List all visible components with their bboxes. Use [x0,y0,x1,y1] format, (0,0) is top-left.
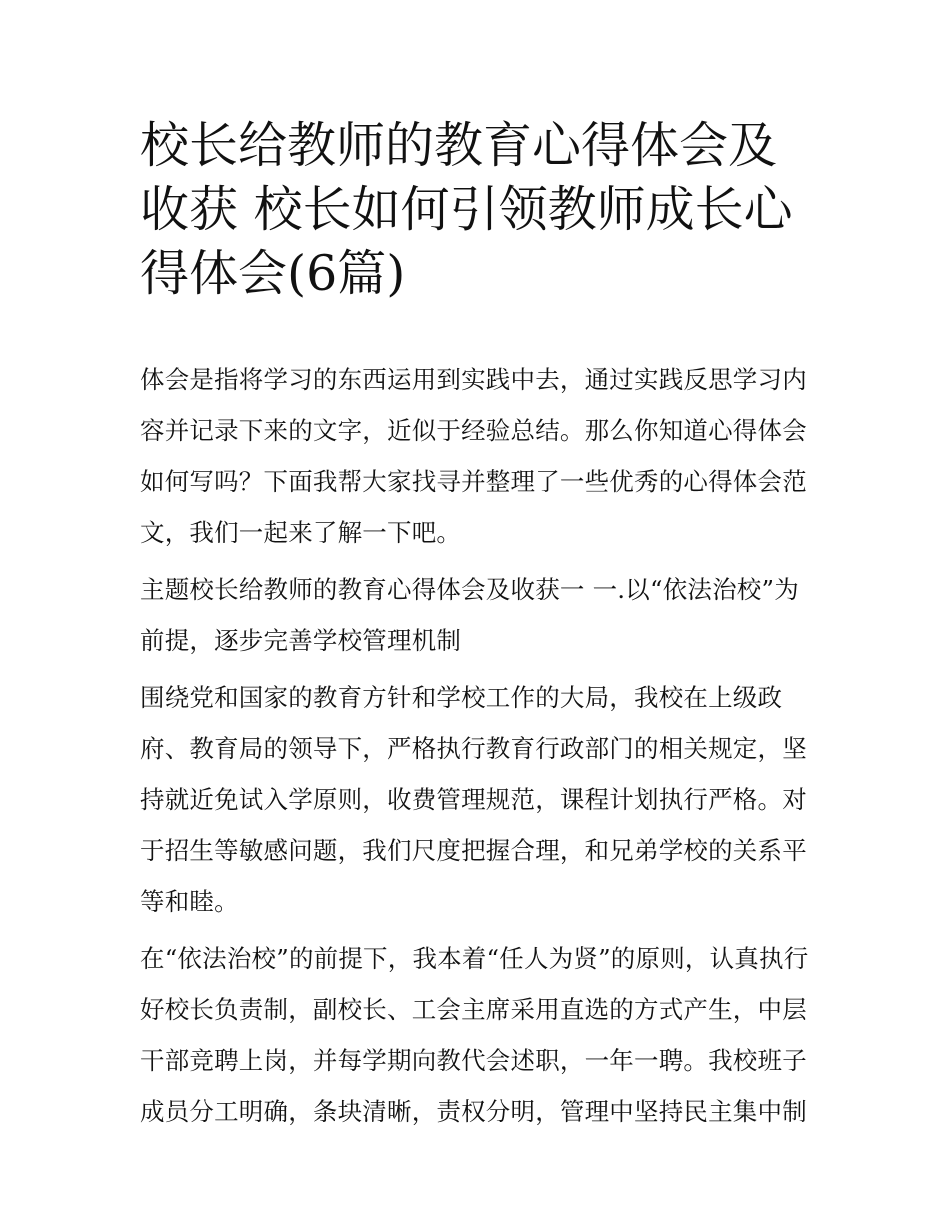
paragraph-section-heading: 主题校长给教师的教育心得体会及收获一 一.以“依法治校”为前提，逐步完善学校管理机制 [140,575,799,655]
document-title: 校长给教师的教育心得体会及收获 校长如何引领教师成长心得体会(6篇) [140,117,793,302]
document-body [140,354,816,1143]
paragraph-intro: 体会是指将学习的东西运用到实践中去，通过实践反思学习内容并记录下来的文字，近似于经验总结。那么你知道心得体会如何写吗？下面我帮大家找寻并整理了一些优秀的心得体会范文，我们一起来了解一下吧。 [140,365,807,547]
paragraph-management: 在“依法治校”的前提下，我本着“任人为贤”的原则，认真执行好校长负责制，副校长、工会主席采用直选的方式产生，中层干部竞聘上岗，并每学期向教代会述职，一年一聘。我校班子成员分工明确，条块清晰，责权分明，管理中坚持民主集中制 [140,944,809,1126]
paragraph-policy: 围绕党和国家的教育方针和学校工作的大局，我校在上级政府、教育局的领导下，严格执行教育行政部门的相关规定，坚持就近免试入学原则，收费管理规范，课程计划执行严格。对于招生等敏感问题，我们尺度把握合理，和兄弟学校的关系平等和睦。 [140,683,807,916]
